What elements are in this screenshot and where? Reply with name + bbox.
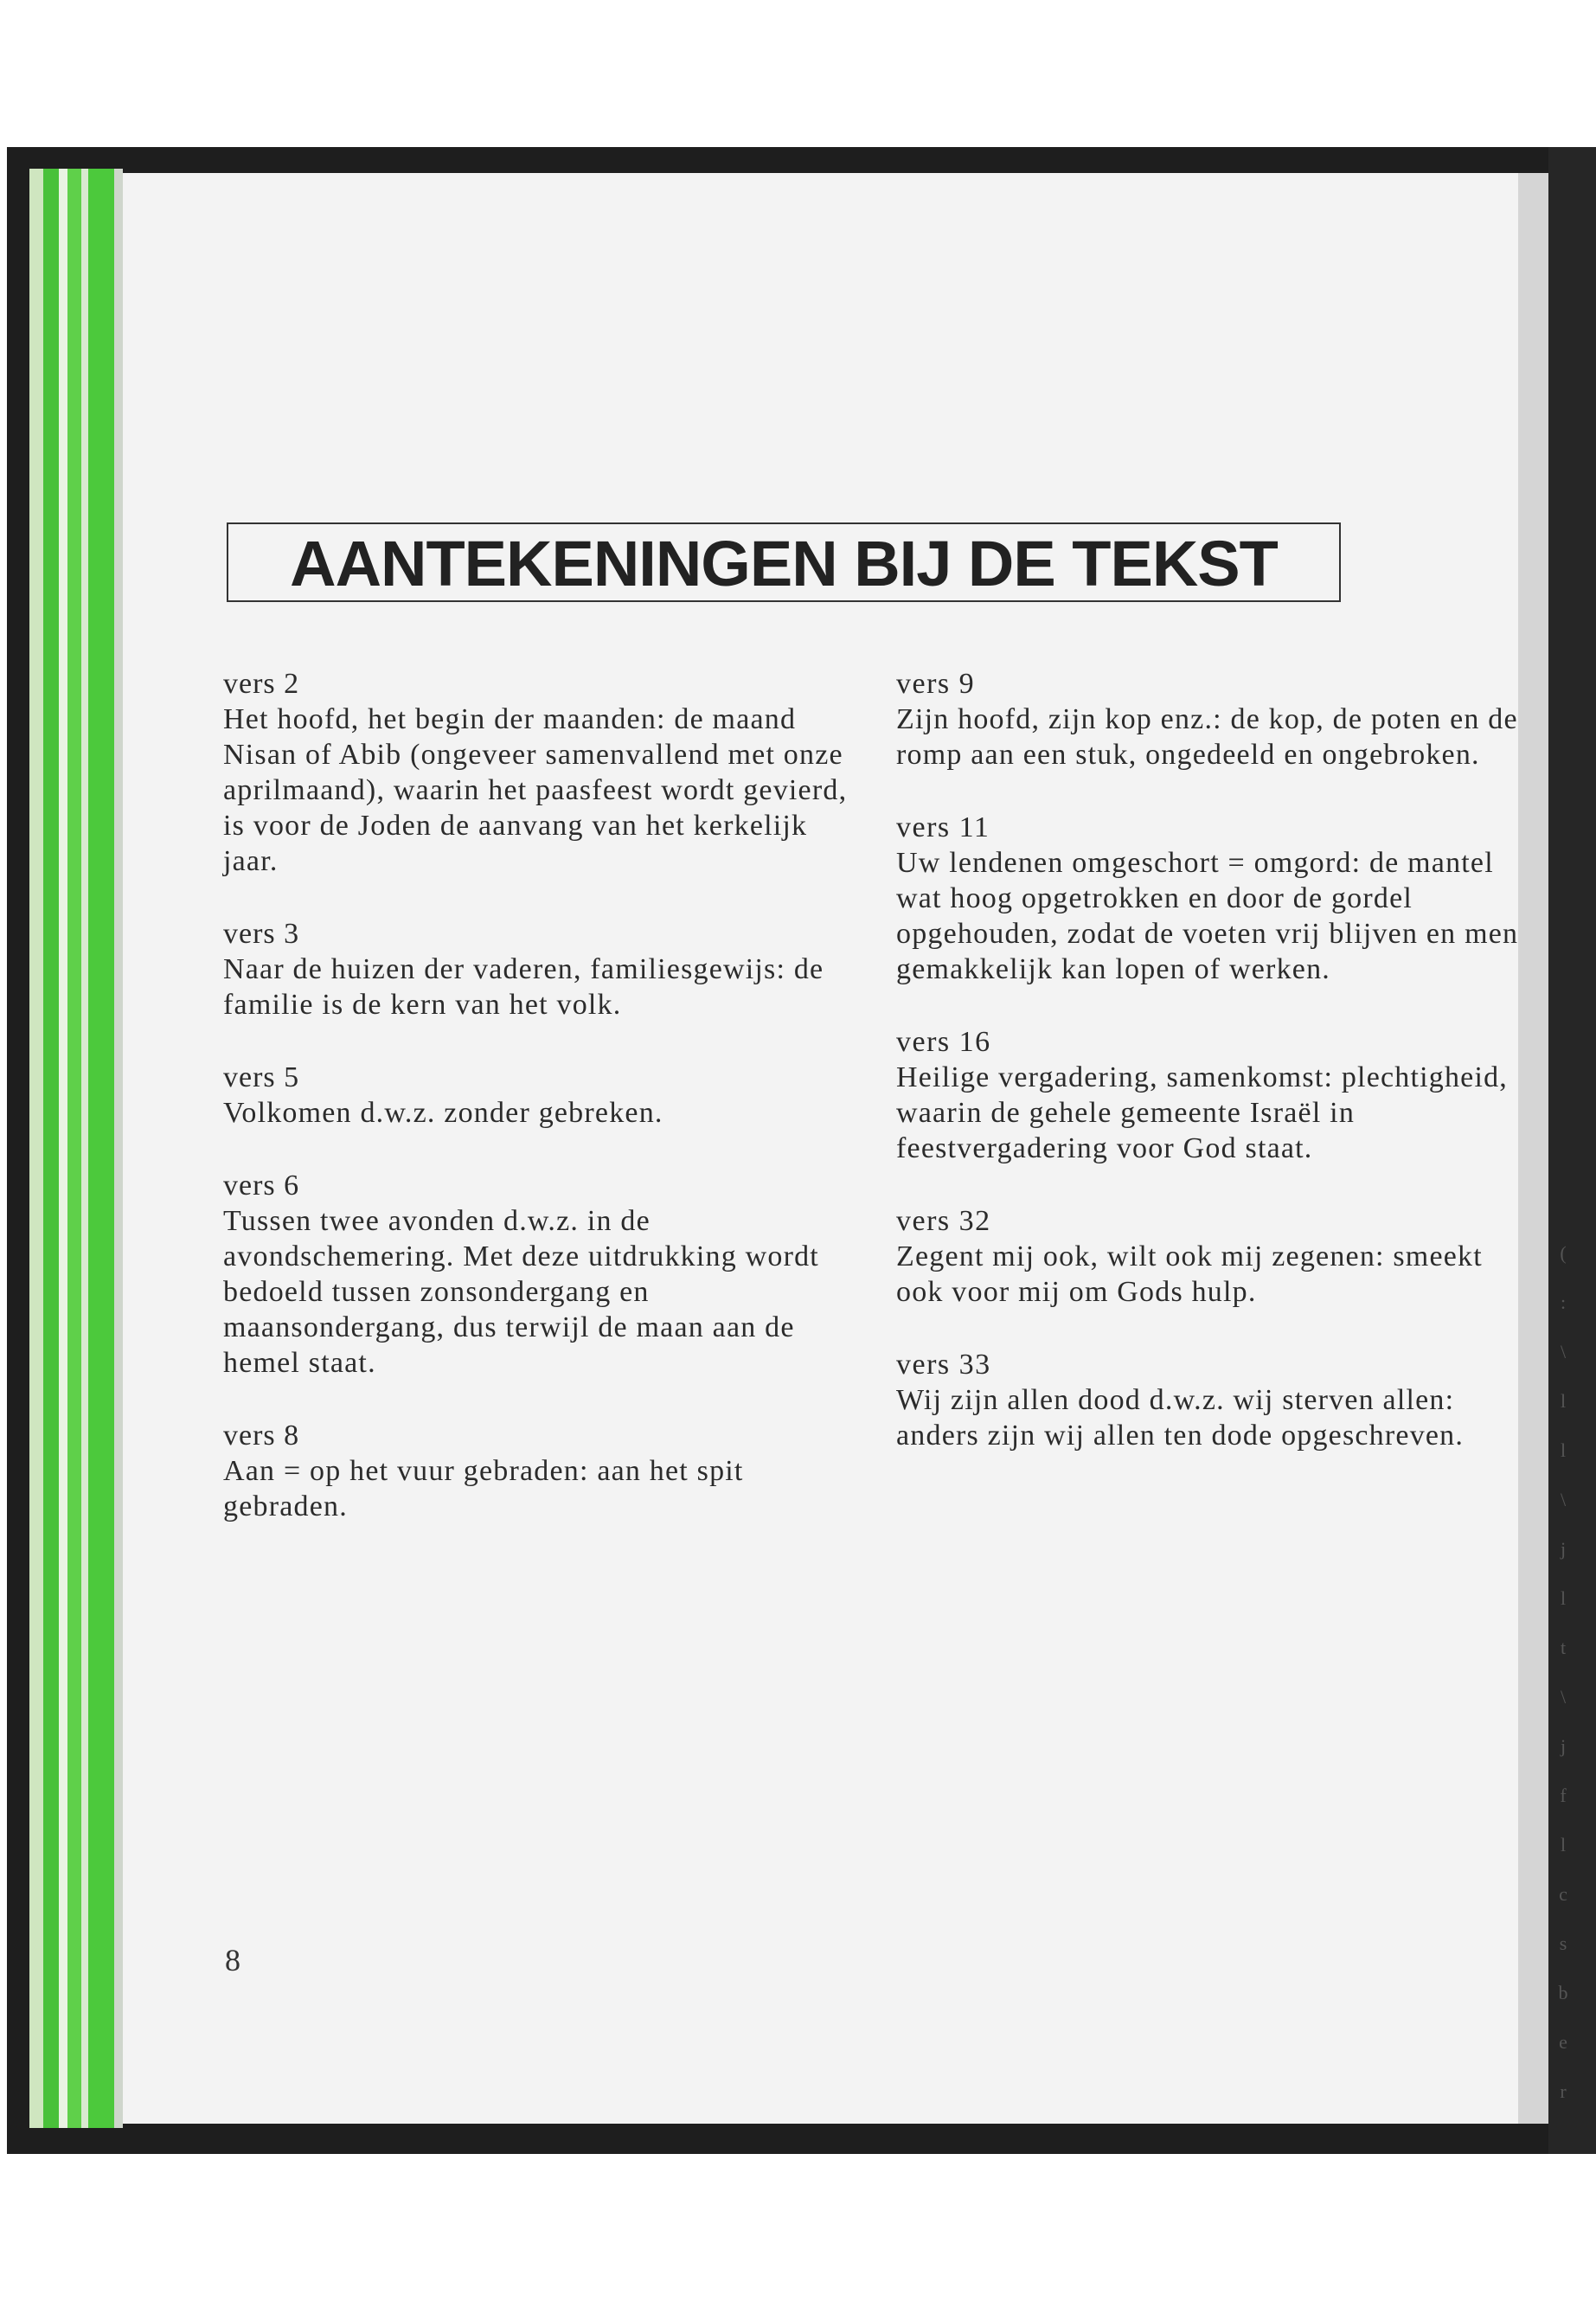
page-number: 8	[225, 1943, 240, 1977]
margin-glyph: \	[1560, 1341, 1567, 1362]
margin-glyph: f	[1560, 1785, 1567, 1806]
verse-note	[223, 1168, 868, 1381]
margin-glyph: (	[1560, 1242, 1567, 1264]
verse-label: vers 11	[896, 811, 990, 843]
verse-text: Uw lendenen omgeschort = omgord: de mantel wat hoog opgetrokken en door de gordel opgehouden, zodat de voeten vrij blijven en men gemakkelijk kan lopen of werken.	[896, 847, 1519, 985]
page-edge-green	[67, 169, 81, 2128]
notes-column-left	[223, 666, 868, 1561]
verse-note	[896, 666, 1532, 772]
verse-text: Tussen twee avonden d.w.z. in de avondschemering. Met deze uitdrukking wordt bedoeld tussen zonsondergang en maansondergang, dus terwijl de maan aan de hemel staat.	[223, 1205, 819, 1379]
margin-glyph: r	[1560, 2080, 1567, 2102]
verse-note	[896, 1347, 1532, 1453]
verse-text: Wij zijn allen dood d.w.z. wij sterven allen: anders zijn wij allen ten dode opgeschreven.	[896, 1384, 1465, 1452]
margin-glyph: l	[1560, 1390, 1567, 1412]
page-edge	[59, 169, 67, 2128]
margin-glyph: j	[1560, 1735, 1567, 1757]
margin-glyph: b	[1558, 1982, 1568, 2003]
verse-label: vers 8	[223, 1420, 300, 1452]
verse-label: vers 5	[223, 1061, 300, 1093]
margin-glyph: :	[1560, 1292, 1567, 1313]
page-edge	[114, 169, 123, 2128]
margin-glyph: j	[1560, 1538, 1567, 1560]
margin-glyph: t	[1560, 1637, 1567, 1658]
verse-note	[896, 1024, 1532, 1166]
margin-glyph: l	[1560, 1834, 1567, 1856]
page-edge	[81, 169, 88, 2128]
verse-label: vers 33	[896, 1349, 991, 1381]
verse-label: vers 6	[223, 1170, 300, 1202]
page-edge-green	[43, 169, 59, 2128]
verse-note	[223, 916, 868, 1022]
title-box	[227, 522, 1341, 602]
margin-glyph: \	[1560, 1489, 1567, 1510]
verse-note	[896, 810, 1532, 987]
page-title: AANTEKENINGEN BIJ DE TEKST	[290, 528, 1278, 599]
verse-text: Heilige vergadering, samenkomst: plechtigheid, waarin de gehele gemeente Israël in feestvergadering voor God staat.	[896, 1061, 1509, 1164]
margin-glyph: l	[1560, 1587, 1567, 1609]
next-page-margin-text	[1550, 1228, 1576, 2116]
page-edge	[29, 169, 43, 2128]
margin-glyph: l	[1560, 1439, 1567, 1461]
margin-glyph: \	[1560, 1686, 1567, 1708]
notes-column-right	[896, 666, 1532, 1490]
verse-label: vers 16	[896, 1026, 991, 1058]
margin-glyph: e	[1559, 2031, 1567, 2053]
verse-label: vers 9	[896, 668, 976, 700]
verse-note	[896, 1203, 1532, 1310]
margin-glyph: s	[1559, 1932, 1567, 1954]
verse-note	[223, 1418, 868, 1524]
verse-note	[223, 1060, 868, 1131]
verse-text: Naar de huizen der vaderen, familiesgewijs: de familie is de kern van het volk.	[223, 953, 824, 1021]
verse-text: Volkomen d.w.z. zonder gebreken.	[223, 1097, 663, 1129]
verse-text: Aan = op het vuur gebraden: aan het spit gebraden.	[223, 1455, 744, 1522]
verse-note	[223, 666, 868, 879]
page-edge-green	[88, 169, 114, 2128]
verse-label: vers 3	[223, 918, 300, 950]
verse-text: Zegent mij ook, wilt ook mij zegenen: smeekt ook voor mij om Gods hulp.	[896, 1240, 1483, 1308]
verse-text: Het hoofd, het begin der maanden: de maand Nisan of Abib (ongeveer samenvallend met onze aprilmaand), waarin het paasfeest wordt gevierd, is voor de Joden de aanvang van het kerkelijk jaar.	[223, 703, 848, 877]
verse-label: vers 2	[223, 668, 300, 700]
verse-text: Zijn hoofd, zijn kop enz.: de kop, de poten en de romp aan een stuk, ongedeeld en ongebroken.	[896, 703, 1518, 771]
margin-glyph: c	[1559, 1883, 1567, 1905]
verse-label: vers 32	[896, 1205, 991, 1237]
